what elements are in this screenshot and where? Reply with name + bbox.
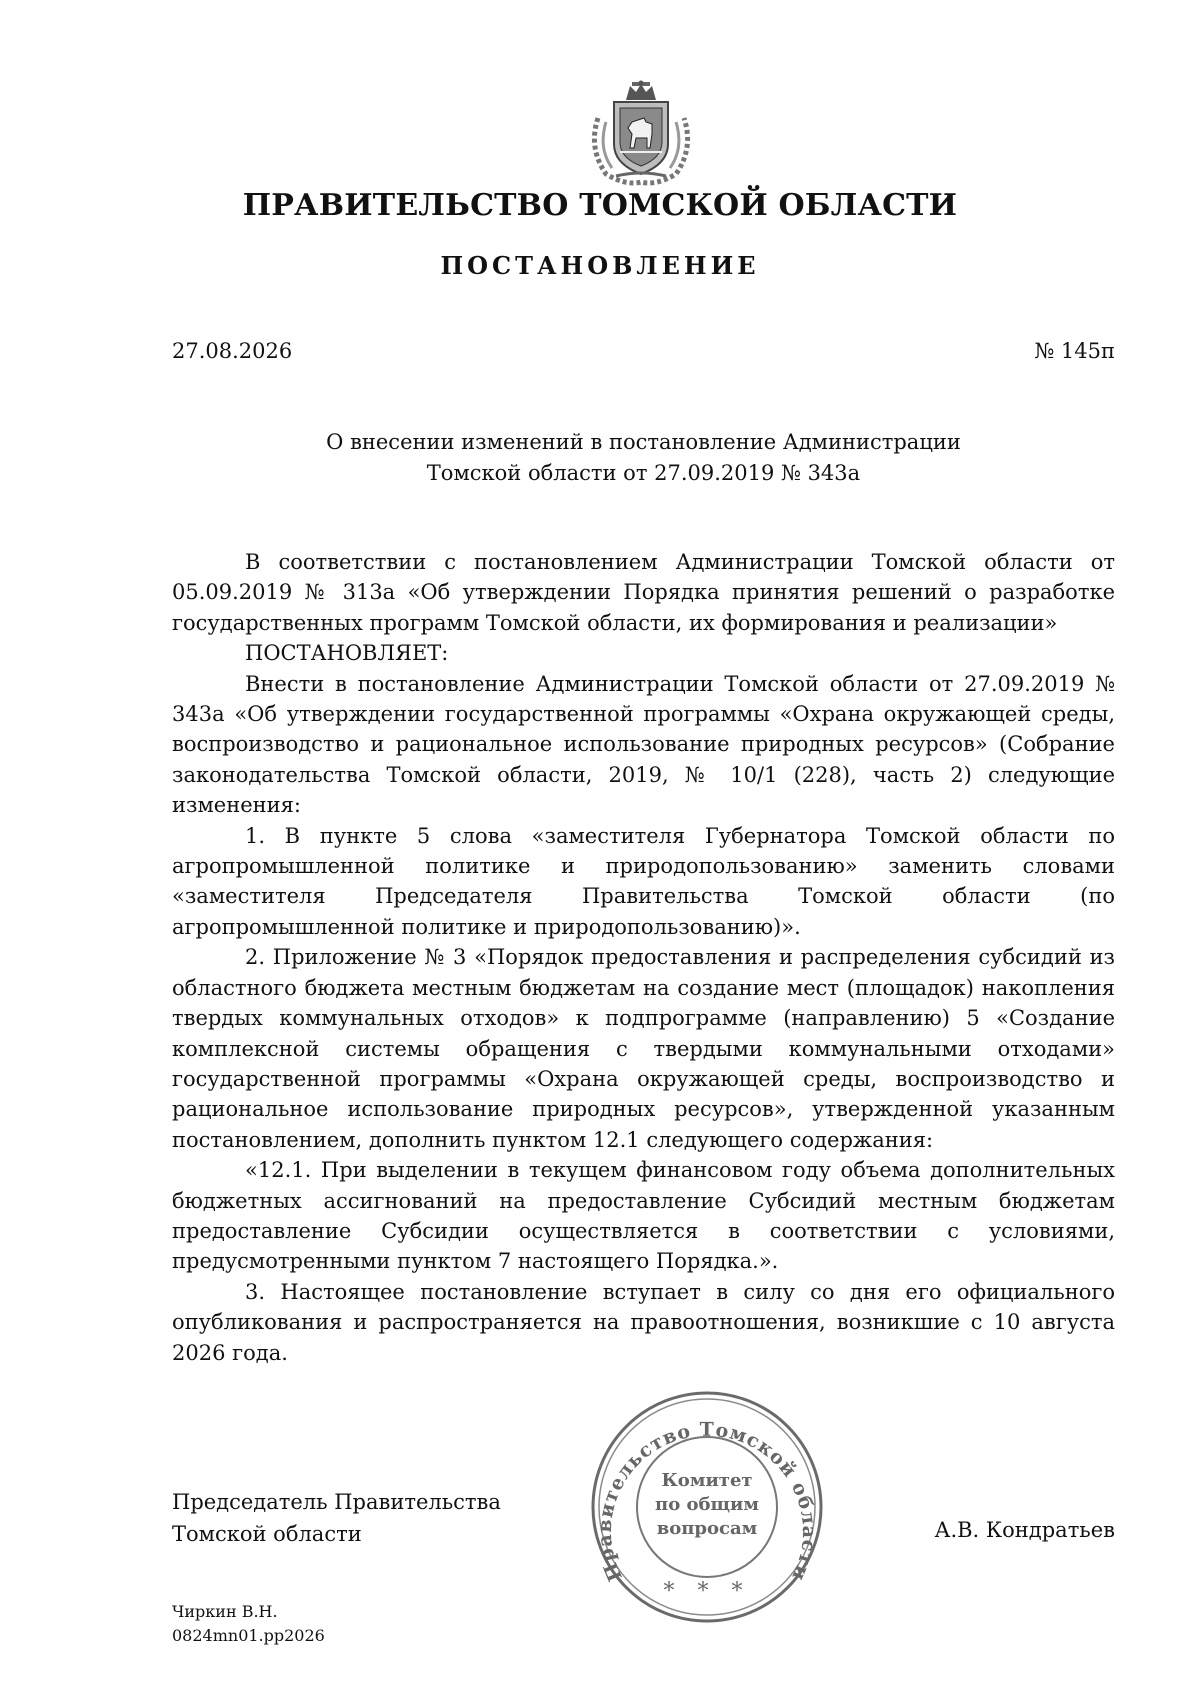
official-seal-stamp (590, 1390, 824, 1624)
seal-center-line-3: вопросам (656, 1518, 758, 1539)
document-subject (172, 427, 1115, 489)
seal-center-line-2: по общим (655, 1494, 759, 1515)
document-number: № 145п (1034, 339, 1115, 363)
document-type: ПОСТАНОВЛЕНИЕ (440, 251, 760, 280)
seal-stars: * * * (663, 1579, 751, 1604)
signer-position-line-2: Томской области (172, 1522, 362, 1546)
signer-name: А.В. Кондратьев (934, 1518, 1115, 1542)
document-body (172, 547, 1115, 1368)
government-name: ПРАВИТЕЛЬСТВО ТОМСКОЙ ОБЛАСТИ (242, 188, 958, 223)
body-paragraph-3: Внести в постановление Администрации Томской области от 27.09.2019 № 343а «Об утверждении государственной программы «Охрана окружающей среды, воспроизводство и рациональное использование природных ресурсов» (Собрание законодательства Томской области, 2019, № 10/1 (228), часть 2) следующие изменения: (172, 671, 1115, 818)
body-paragraph-1: В соответствии с постановлением Администрации Томской области от 05.09.2019 № 313а «Об утверждении Порядка принятия решений о разработке государственных программ Томской области, их формирования и реализации» (172, 550, 1115, 635)
resolves-heading: ПОСТАНОВЛЯЕТ: (245, 641, 449, 666)
tomsk-oblast-coat-of-arms-icon (586, 78, 696, 186)
executor-info (172, 1600, 325, 1648)
item-1: 1. В пункте 5 слова «заместителя Губернатора Томской области по агропромышленной политике и природопользованию» заменить словами «заместителя Председателя Правительства Томской области (по агропромышленной политике и природопользованию)». (172, 823, 1115, 939)
item-12-1: «12.1. При выделении в текущем финансовом году объема дополнительных бюджетных ассигнований на предоставление Субсидий местным бюджетам предоставление Субсидии осуществляется в соответствии с условиями, предусмотренными пунктом 7 настоящего Порядка.». (172, 1158, 1115, 1274)
executor-name: Чиркин В.Н. (172, 1602, 278, 1621)
seal-ring-text: Правительство Томской области (593, 1418, 821, 1585)
item-2: 2. Приложение № 3 «Порядок предоставления и распределения субсидий из областного бюджета местным бюджетам на создание мест (площадок) накопления твердых коммунальных отходов» к подпрограмме (направлению) 5 «Создание комплексной системы обращения с твердыми коммунальными отходами» государственной программы «Охрана окружающей среды, воспроизводство и рациональное использование природных ресурсов», утвержденной указанным постановлением, дополнить пунктом 12.1 следующего содержания: (172, 945, 1115, 1152)
document-date: 27.08.2026 (172, 339, 293, 363)
signer-position-line-1: Председатель Правительства (172, 1490, 501, 1514)
seal-center-line-1: Комитет (661, 1470, 753, 1491)
signer-position (172, 1486, 501, 1550)
subject-line-1: О внесении изменений в постановление Администрации (326, 430, 961, 454)
subject-line-2: Томской области от 27.09.2019 № 343а (426, 461, 861, 485)
item-3: 3. Настоящее постановление вступает в силу со дня его официального опубликования и распространяется на правоотношения, возникшие с 10 августа 2026 года. (172, 1279, 1115, 1365)
file-reference: 0824mn01.pp2026 (172, 1626, 325, 1645)
